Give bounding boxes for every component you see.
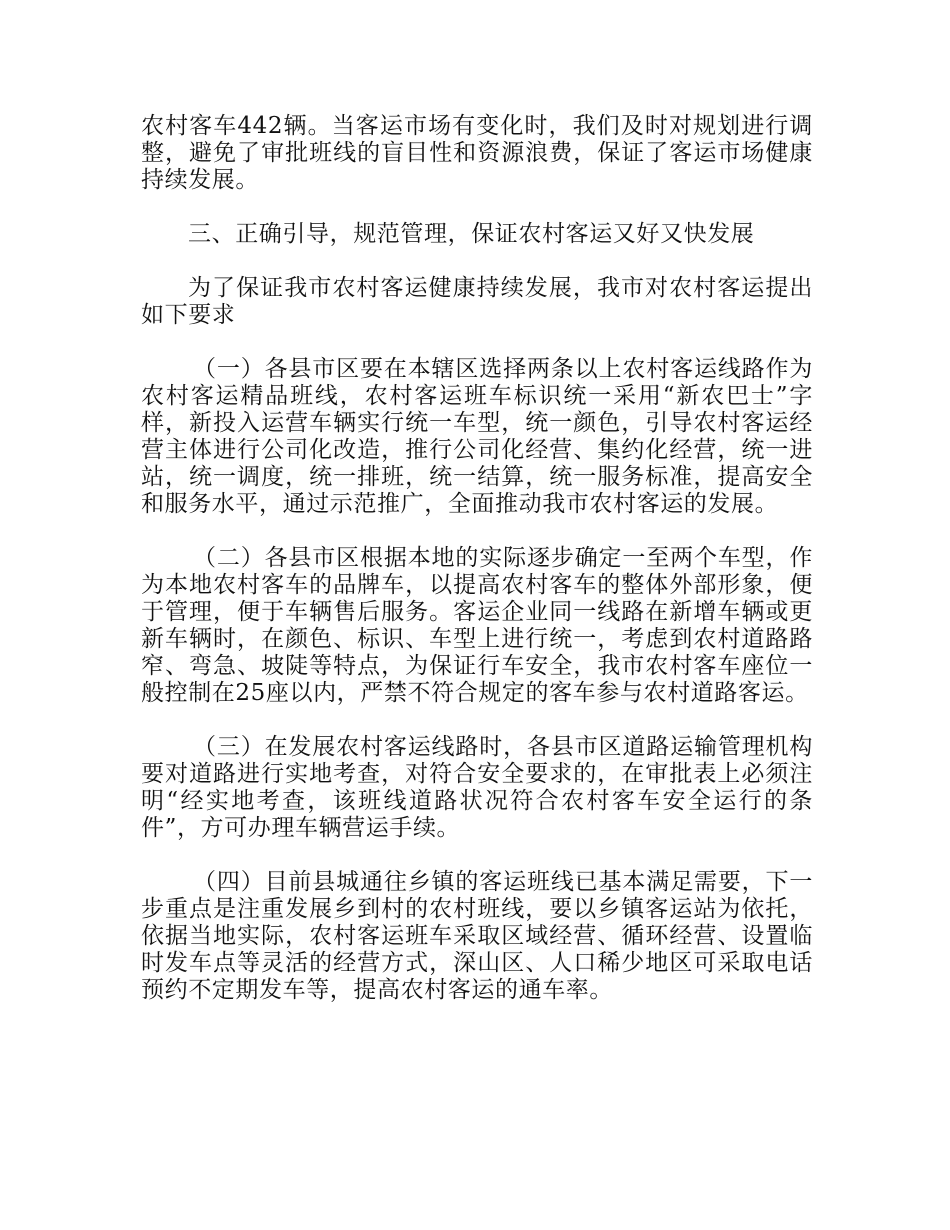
section-heading-3: 三、正确引导，规范管理，保证农村客运又好又快发展 xyxy=(188,221,755,247)
paragraph-intro: 为了保证我市农村客运健康持续发展，我市对农村客运提出如下要求 xyxy=(141,275,813,328)
paragraph-item-2: （二）各县市区根据本地的实际逐步确定一至两个车型，作为本地农村客车的品牌车，以提高农村客车的整体外部形象，便于管理，便于车辆售后服务。客运企业同一线路在新增车辆或更新车辆时，在颜色、标识、车型上进行统一，考虑到农村道路路窄、弯急、坡陡等特点，为保证行车安全，我市农村客车座位一般控制在25座以内，严禁不符合规定的客车参与农村道路客运。 xyxy=(141,545,813,706)
document-body xyxy=(141,113,813,1031)
paragraph-item-1: （一）各县市区要在本辖区选择两条以上农村客运线路作为农村客运精品班线，农村客运班车标识统一采用“新农巴士”字样，新投入运营车辆实行统一车型，统一颜色，引导农村客运经营主体进行公司化改造，推行公司化经营、集约化经营，统一进站，统一调度，统一排班，统一结算，统一服务标准，提高安全和服务水平，通过示范推广，全面推动我市农村客运的发展。 xyxy=(141,356,813,517)
paragraph-continuation: 农村客车442辆。当客运市场有变化时，我们及时对规划进行调整，避免了审批班线的盲目性和资源浪费，保证了客运市场健康持续发展。 xyxy=(141,113,813,193)
paragraph-item-4: （四）目前县城通往乡镇的客运班线已基本满足需要，下一步重点是注重发展乡到村的农村班线，要以乡镇客运站为依托，依据当地实际，农村客运班车采取区域经营、循环经营、设置临时发车点等灵活的经营方式，深山区、人口稀少地区可采取电话预约不定期发车等，提高农村客运的通车率。 xyxy=(141,869,813,1003)
paragraph-item-3: （三）在发展农村客运线路时，各县市区道路运输管理机构要对道路进行实地考查，对符合安全要求的，在审批表上必须注明“经实地考查，该班线道路状况符合农村客车安全运行的条件”，方可办理车辆营运手续。 xyxy=(141,734,813,841)
